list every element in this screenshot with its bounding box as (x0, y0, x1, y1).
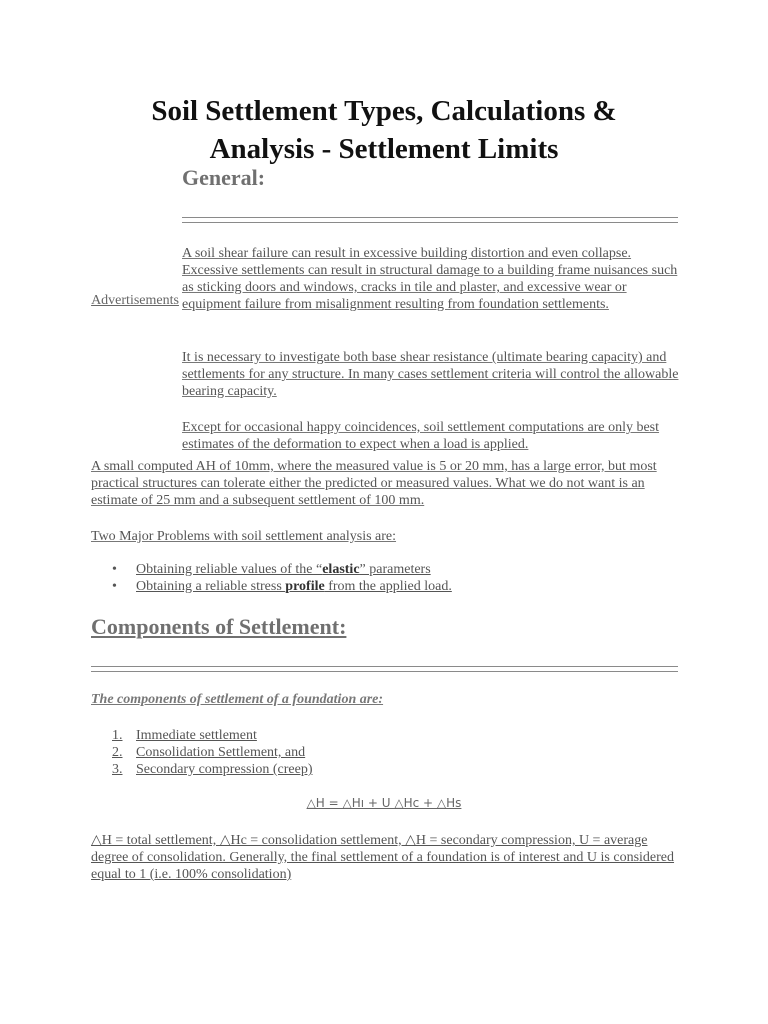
components-intro: The components of settlement of a foundation are: (91, 692, 384, 707)
list-number: 3. (112, 762, 123, 777)
paragraph-estimates: Except for occasional happy coincidences, soil settlement computations are only best estimates of the deformation to expect when a load is applied. (182, 420, 660, 452)
divider-components-2 (91, 671, 678, 672)
problems-list (112, 561, 452, 595)
definitions-paragraph: △H = total settlement, △Hc = consolidation settlement, △H = secondary compression, U = average degree of consolidation. Generally, the final settlement of a foundation is of interest and U is considered equal to 1 (i.e. 100% consolidation) (91, 833, 675, 882)
paragraph-computed-error: A small computed AH of 10mm, where the measured value is 5 or 20 mm, has a large error, but most practical structures can tolerate either the predicted or measured values. What we do not want is an estimate of 25 mm and a subsequent settlement of 100 mm. (91, 459, 657, 508)
paragraph-base-shear: It is necessary to investigate both base shear resistance (ultimate bearing capacity) and settlements for any structure. In many cases settlement criteria will control the allowable bearing capacity. (182, 350, 679, 399)
settlement-formula: △H = △Hı + U △Hc + △Hs (306, 796, 462, 810)
divider-top-2 (182, 222, 678, 223)
paragraph-major-problems: Two Major Problems with soil settlement analysis are: (91, 529, 397, 544)
components-list (112, 727, 312, 778)
title-line-1: Soil Settlement Types, Calculations & (151, 95, 617, 127)
bullet-text-after: from the applied load. (324, 579, 452, 594)
list-number: 2. (112, 745, 123, 760)
general-heading: General: (182, 165, 266, 190)
bullet-text-before: Obtaining reliable values of the “ (136, 562, 323, 577)
paragraph-shear-failure: A soil shear failure can result in excessive building distortion and even collapse. Excessive settlements can result in structural damage to a building frame nuisances such as sticking doors and windows, cracks in tile and plaster, and excessive wear or equipment failure from misalignment resulting from foundation settlements. (182, 246, 678, 312)
list-item (112, 578, 452, 595)
divider-components-1 (91, 666, 678, 667)
list-item-label: Immediate settlement (136, 728, 257, 743)
list-item-label: Secondary compression (creep) (136, 762, 313, 777)
list-item (112, 727, 312, 744)
title-line-2: Analysis - Settlement Limits (209, 133, 559, 165)
list-item-label: Consolidation Settlement, and (136, 745, 306, 760)
page-title (0, 92, 768, 168)
bullet-bold-text: elastic (322, 562, 360, 577)
advertisement-link[interactable]: Advertisements (91, 293, 179, 308)
bullet-icon: • (112, 562, 117, 577)
bullet-text-after: ” parameters (359, 562, 431, 577)
bullet-icon: • (112, 579, 117, 594)
components-heading: Components of Settlement: (91, 614, 347, 639)
list-number: 1. (112, 728, 123, 743)
list-item (112, 761, 312, 778)
divider-top-1 (182, 217, 678, 218)
list-item (112, 744, 312, 761)
bullet-bold-text: profile (285, 579, 325, 594)
bullet-text-before: Obtaining a reliable stress (136, 579, 286, 594)
list-item (112, 561, 452, 578)
